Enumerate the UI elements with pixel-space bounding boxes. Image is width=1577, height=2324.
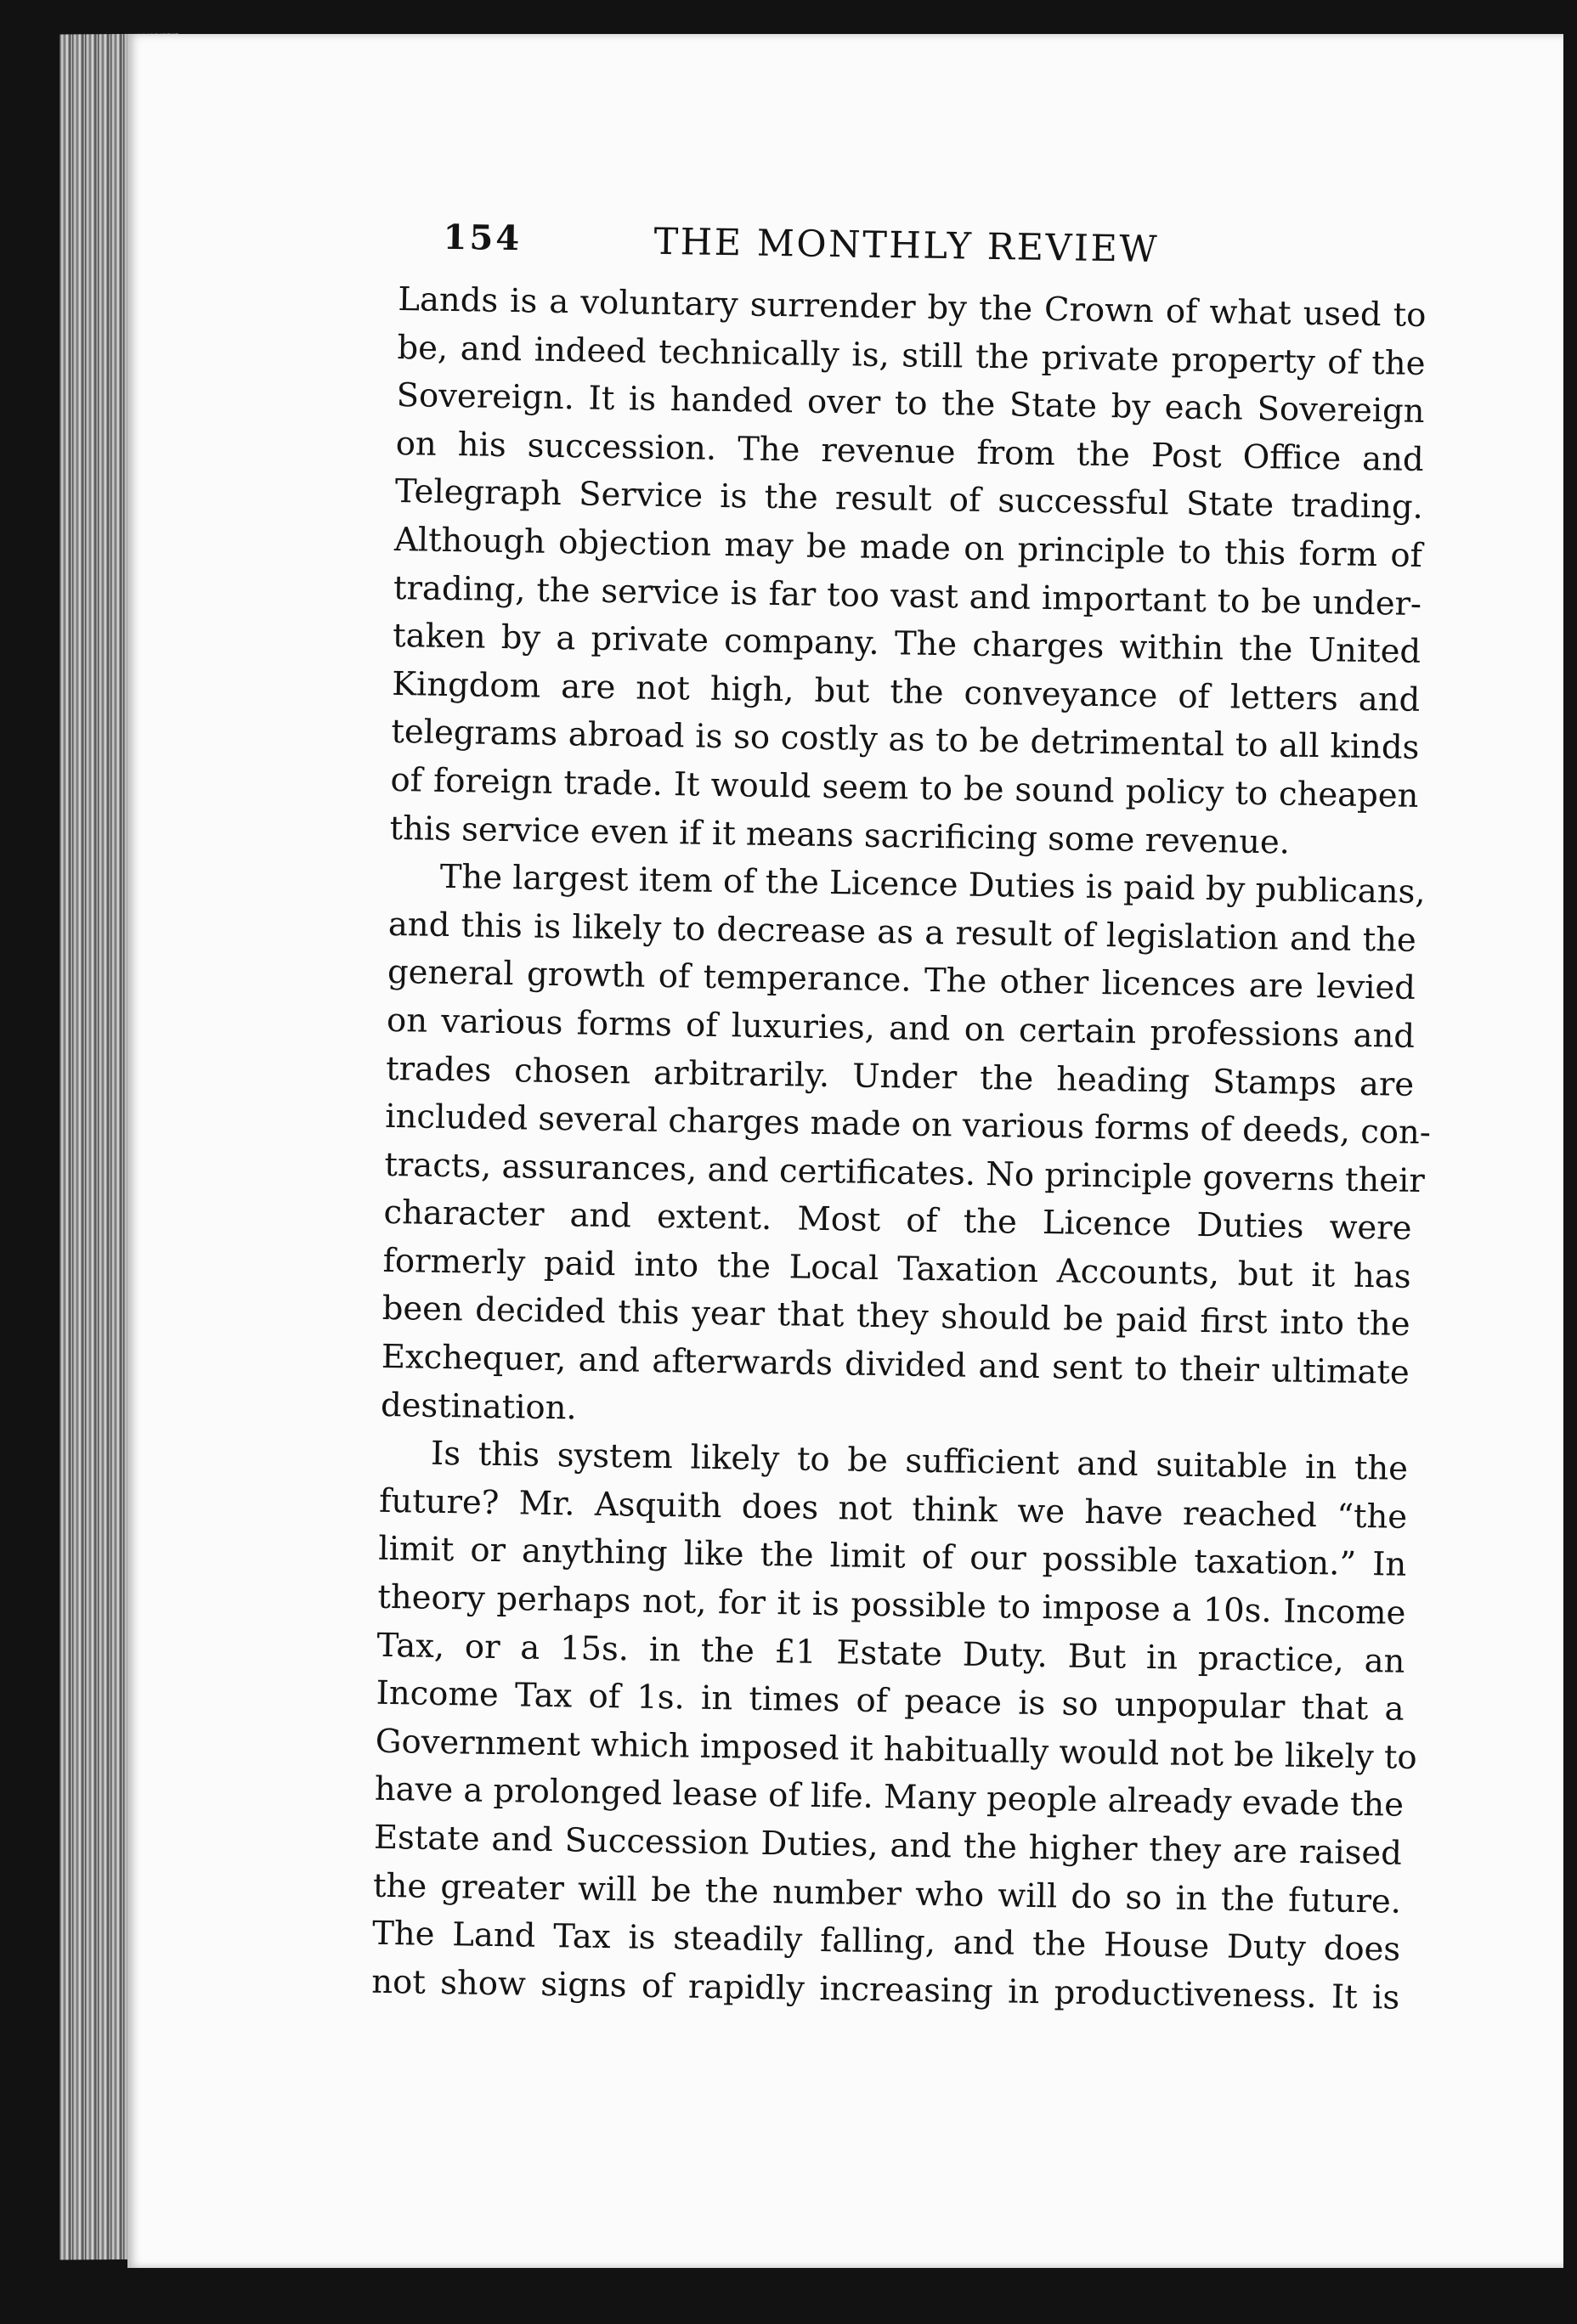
text-line: taken by a private company. The charges within the United — [392, 617, 1422, 672]
text-line: have a prolonged lease of life. Many people already evade the — [374, 1770, 1405, 1825]
text-line: of foreign trade. It would seem to be sound policy to cheapen — [390, 760, 1419, 815]
text-line: general growth of temperance. The other licences are levied — [387, 953, 1416, 1008]
text-line: trades chosen arbitrarily. Under the heading Stamps are — [385, 1049, 1415, 1104]
text-line: Exchequer, and afterwards divided and sent to their ultimate — [381, 1337, 1410, 1392]
page-text-block — [371, 217, 1432, 2022]
body-text — [371, 276, 1432, 2022]
text-line: theory perhaps not, for it is possible to impose a 10s. Income — [377, 1577, 1406, 1633]
paragraph-3 — [371, 1430, 1417, 2022]
text-line: future? Mr. Asquith does not think we have reached “the — [378, 1481, 1408, 1537]
journal-title: THE MONTHLY REVIEW — [653, 220, 1160, 272]
text-line: The largest item of the Licence Duties is paid by publicans, — [439, 857, 1426, 912]
text-line: limit or anything like the limit of our possible taxation.” In — [378, 1530, 1407, 1585]
text-line: on his succession. The revenue from the Post Office and — [395, 424, 1425, 479]
text-line: included several charges made on various forms of deeds, con- — [385, 1097, 1432, 1153]
text-line: on various forms of luxuries, and on certain professions and — [386, 1001, 1416, 1056]
text-line: The Land Tax is steadily falling, and the House Duty does — [371, 1914, 1401, 1969]
text-line: been decided this year that they should be paid first into the — [382, 1289, 1411, 1345]
text-line: Government which imposed it habitually would not be likely to — [375, 1722, 1417, 1777]
text-line: telegrams abroad is so costly as to be detrimental to all kinds — [391, 713, 1420, 768]
text-line: Estate and Succession Duties, and the higher they are raised — [373, 1818, 1403, 1873]
text-line: and this is likely to decrease as a result of legislation and the — [387, 905, 1417, 960]
text-line: Tax, or a 15s. in the £1 Estate Duty. But in practice, an — [376, 1626, 1405, 1681]
text-line: Lands is a voluntary surrender by the Crown of what used to — [398, 279, 1427, 335]
text-line: not show signs of rapidly increasing in productiveness. It is — [371, 1962, 1400, 2017]
text-line: the greater will be the number who will do so in the future. — [372, 1866, 1402, 1921]
text-line: formerly paid into the Local Taxation Accounts, but it has — [382, 1241, 1411, 1296]
text-line: Income Tax of 1s. in times of peace is so unpopular that a — [376, 1674, 1405, 1729]
paragraph-2 — [380, 853, 1432, 1446]
paragraph-1 — [389, 276, 1427, 869]
text-line: Although objection may be made on principle to this form of — [393, 520, 1423, 575]
text-line: trading, the service is far too vast and important to be under- — [393, 568, 1422, 623]
text-line: destination. — [380, 1385, 578, 1428]
text-line: this service even if it means sacrificing some revenue. — [389, 809, 1291, 862]
text-line: character and extent. Most of the Licence Duties were — [383, 1193, 1412, 1249]
text-line: be, and indeed technically is, still the private property of the — [397, 328, 1426, 383]
page-number: 154 — [443, 217, 523, 259]
text-line: Sovereign. It is handed over to the State by each Sovereign — [396, 376, 1425, 432]
text-line: Kingdom are not high, but the conveyance of letters and — [392, 664, 1421, 719]
text-line: Is this system likely to be sufficient and suitable in the — [430, 1435, 1409, 1489]
text-line: tracts, assurances, and certificates. No principle governs their — [384, 1145, 1426, 1200]
text-line: Telegraph Service is the result of successful State trading. — [394, 472, 1424, 527]
